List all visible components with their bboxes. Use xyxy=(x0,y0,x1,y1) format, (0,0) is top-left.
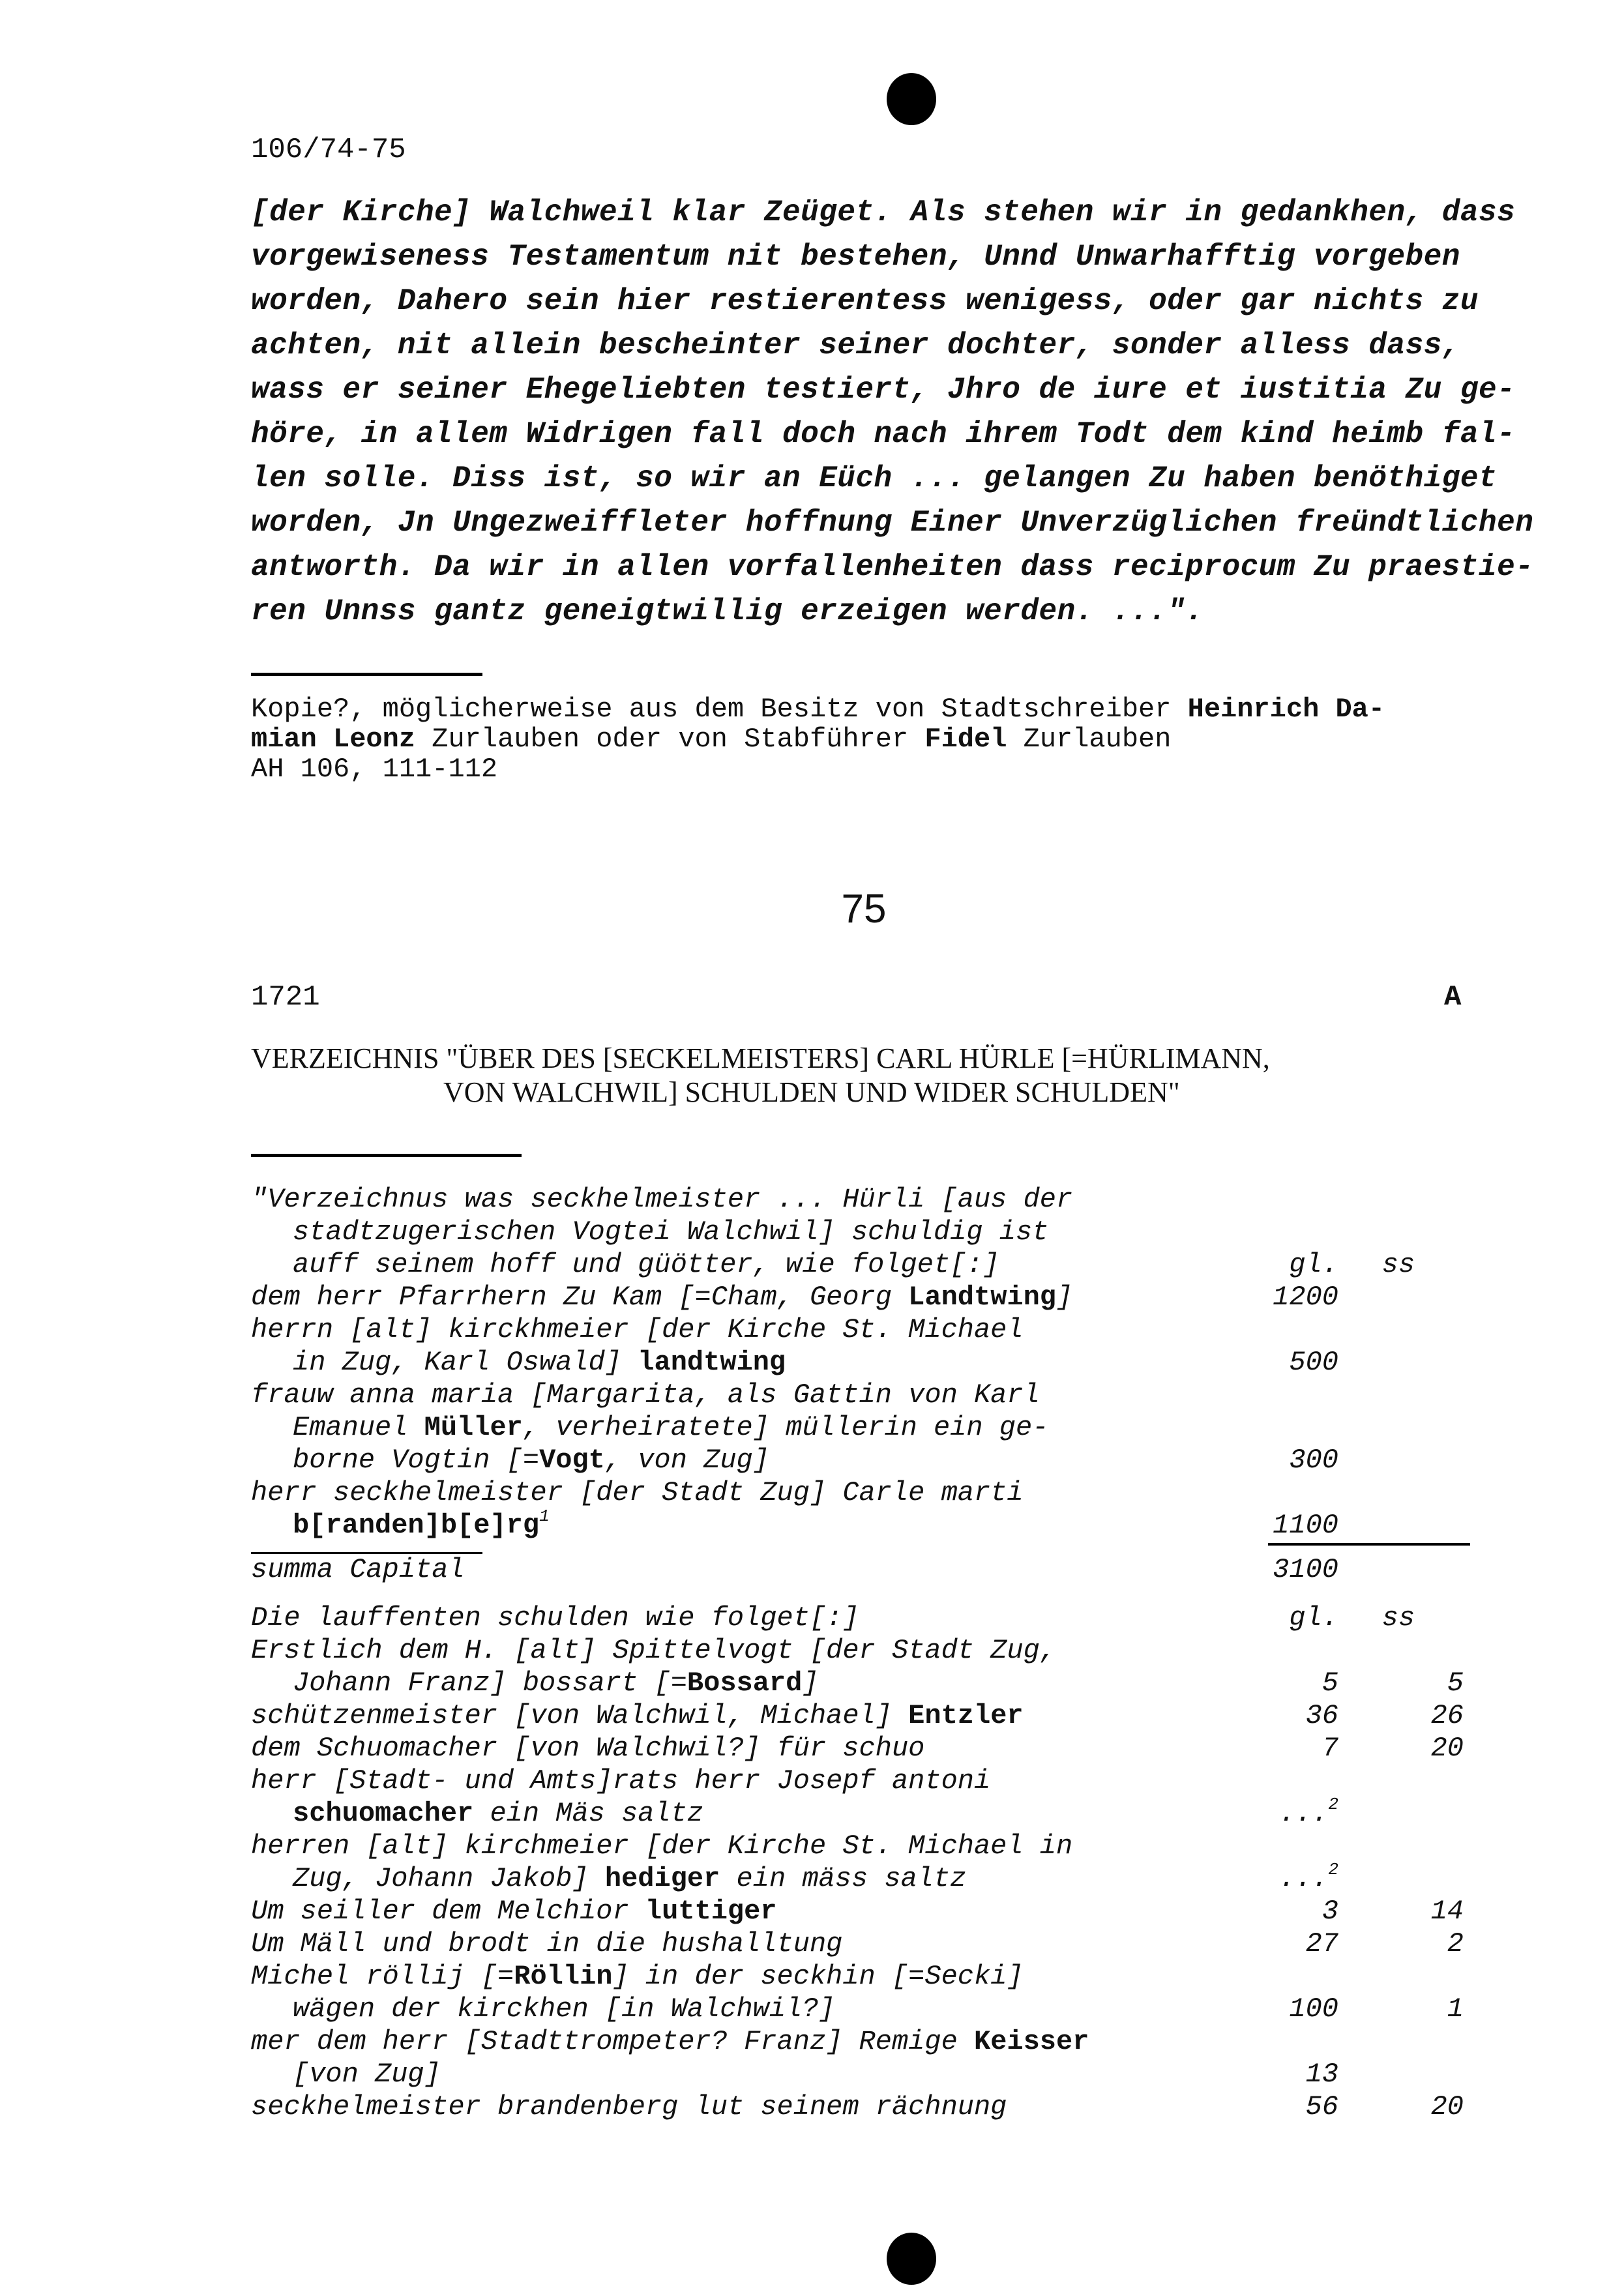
letter-line: wass er seiner Ehegeliebten testiert, Jhro de iure et iustitia Zu ge- xyxy=(251,373,1516,407)
ledger-total xyxy=(251,1553,1477,1586)
entry-text: ] in der seckhin [=Secki] xyxy=(612,1961,1024,1992)
entry-text: mer dem herr [Stadttrompeter? Franz] Remige xyxy=(251,2026,974,2057)
person-name: Keisser xyxy=(973,2026,1089,2057)
amount-ss: 26 xyxy=(1430,1700,1464,1731)
ledger-entry xyxy=(251,1960,1477,1993)
amount-gl: 36 xyxy=(1305,1700,1338,1731)
entry-text: Um seiller dem Melchior xyxy=(251,1896,645,1927)
amount-ss: 2 xyxy=(1447,1928,1464,1960)
document-code: A xyxy=(1444,981,1462,1014)
ledger-entry xyxy=(251,1281,1477,1314)
entry-description xyxy=(293,1346,786,1379)
ledger-entry xyxy=(251,1732,1477,1765)
entry-text: dem herr Pfarrhern Zu Kam [=Cham, Georg xyxy=(251,1282,909,1313)
entry-text: Zug, Johann Jakob] xyxy=(293,1863,605,1894)
entry-text: Die lauffenten schulden wie folget[:] xyxy=(251,1602,859,1634)
entry-description xyxy=(251,1765,990,1797)
amount-gl: 5 xyxy=(1321,1667,1338,1699)
ledger-entry xyxy=(251,1444,1477,1476)
ledger-intro-line xyxy=(251,1216,1477,1248)
entry-description xyxy=(293,1993,835,2025)
entry-text: summa Capital xyxy=(251,1554,465,1585)
entry-description xyxy=(293,1862,966,1895)
entry-text: ein Mäs saltz xyxy=(473,1798,704,1829)
entry-text: schützenmeister [von Walchwil, Michael] xyxy=(251,1700,909,1731)
entry-description xyxy=(251,1379,1040,1411)
punch-hole-top xyxy=(887,73,936,125)
entry-description xyxy=(251,1699,1024,1732)
entry-description xyxy=(251,2091,1007,2123)
person-name: Vogt xyxy=(539,1445,605,1476)
entry-description xyxy=(251,1895,777,1928)
divider xyxy=(251,673,482,676)
entry-text: , verheiratete] müllerin ein ge- xyxy=(522,1412,1049,1443)
ledger-entry xyxy=(251,1862,1477,1895)
title-line: VON WALCHWIL] SCHULDEN UND WIDER SCHULDEN" xyxy=(443,1076,1180,1108)
entry-text: herr seckhelmeister [der Stadt Zug] Carle marti xyxy=(251,1477,1024,1508)
footnote-marker: 2 xyxy=(1328,1795,1338,1814)
sum-rule xyxy=(1268,1543,1470,1546)
amount-ss: 14 xyxy=(1430,1896,1464,1927)
entry-text: herren [alt] kirchmeier [der Kirche St. Michael in xyxy=(251,1830,1073,1862)
ledger-entry xyxy=(251,1634,1477,1667)
amount-gl: 7 xyxy=(1321,1733,1338,1764)
person-name: Landtwing xyxy=(908,1282,1057,1313)
entry-text: Johann Franz] bossart [= xyxy=(293,1667,687,1699)
entry-text: wägen der kirckhen [in Walchwil?] xyxy=(293,1993,835,2025)
document-year: 1721 xyxy=(251,981,320,1014)
footnote-marker: 1 xyxy=(539,1506,550,1526)
amount-total-gl: 3100 xyxy=(1273,1554,1338,1585)
person-name: hediger xyxy=(604,1863,720,1894)
source-notes xyxy=(251,694,1490,784)
amount-ss: 20 xyxy=(1430,2091,1464,2122)
person-name: schuomacher xyxy=(293,1798,474,1829)
ledger-entry xyxy=(251,2058,1477,2091)
entry-description xyxy=(251,1830,1072,1862)
page-reference: 106/74-75 xyxy=(251,134,406,166)
entry-description xyxy=(293,1667,819,1699)
entry-description xyxy=(293,1444,769,1476)
entry-description xyxy=(251,1314,1024,1346)
column-header-ss: ss xyxy=(1381,1249,1415,1280)
source-line xyxy=(251,724,1490,754)
entry-text: Emanuel xyxy=(293,1412,424,1443)
entry-description xyxy=(251,1183,1072,1216)
ledger-entry xyxy=(251,1830,1477,1862)
ledger-entry xyxy=(251,1895,1477,1928)
amount-gl: 1100 xyxy=(1273,1510,1338,1541)
entry-text: stadtzugerischen Vogtei Walchwil] schuldig ist xyxy=(293,1216,1049,1248)
entry-description xyxy=(293,1506,550,1542)
entry-description xyxy=(293,1248,999,1281)
letter-line: worden, Dahero sein hier restierentess wenigess, oder gar nichts zu xyxy=(251,284,1479,318)
person-name: b[randen]b[e]rg xyxy=(293,1510,540,1541)
amount-gl: 500 xyxy=(1289,1347,1338,1378)
entry-text: "Verzeichnus was seckhelmeister ... Hürli [aus der xyxy=(251,1184,1073,1215)
source-name: Heinrich Da- xyxy=(1187,694,1385,725)
letter-line: antworth. Da wir in allen vorfallenheiten dass reciprocum Zu praestie- xyxy=(251,550,1534,584)
ledger-intro-line xyxy=(251,1602,1477,1634)
entry-text: ] xyxy=(1056,1282,1073,1313)
amount-gl: 100 xyxy=(1289,1993,1338,2025)
ledger-entry xyxy=(251,1699,1477,1732)
amount-gl: 1200 xyxy=(1273,1282,1338,1313)
amount-gl: ...$^2$ xyxy=(1278,1795,1338,1829)
entry-description xyxy=(251,1553,465,1586)
entry-description xyxy=(251,1476,1024,1509)
document-number: 75 xyxy=(841,887,887,932)
divider xyxy=(251,1154,522,1157)
source-name: mian Leonz xyxy=(251,724,416,755)
entry-text: herrn [alt] kirckhmeier [der Kirche St. Michael xyxy=(251,1314,1024,1345)
entry-description xyxy=(251,1928,842,1960)
ledger-entry xyxy=(251,1411,1477,1444)
letter-text xyxy=(251,190,1534,634)
entry-text: auff seinem hoff und güötter, wie folget[:] xyxy=(293,1249,999,1280)
ledger-entry xyxy=(251,1379,1477,1411)
entry-description xyxy=(251,1960,1024,1993)
entry-description xyxy=(293,1216,1048,1248)
source-text: Zurlauben oder von Stabführer xyxy=(415,724,925,755)
column-header-gl: gl. xyxy=(1289,1602,1338,1634)
entry-text: ein mäss saltz xyxy=(720,1863,967,1894)
ledger-entry xyxy=(251,2025,1477,2058)
entry-description xyxy=(293,1797,703,1830)
entry-text: dem Schuomacher [von Walchwil?] für schuo xyxy=(251,1733,925,1764)
person-name: luttiger xyxy=(645,1896,777,1927)
letter-line: ren Unnss gantz geneigtwillig erzeigen werden. ...". xyxy=(251,595,1204,628)
title-line: VERZEICHNIS "ÜBER DES [SECKELMEISTERS] CARL HÜRLE [=HÜRLIMANN, xyxy=(251,1042,1270,1074)
letter-line: len solle. Diss ist, so wir an Eüch ... gelangen Zu haben benöthiget xyxy=(251,462,1498,495)
entry-description xyxy=(293,1411,1048,1444)
archive-reference: AH 106, 111-112 xyxy=(251,754,498,785)
amount-gl: ...$^2$ xyxy=(1278,1860,1338,1894)
column-header-gl: gl. xyxy=(1289,1249,1338,1280)
ledger-intro-line xyxy=(251,1183,1477,1216)
letter-line: vorgewiseness Testamentum nit bestehen, Unnd Unwarhafftig vorgeben xyxy=(251,240,1460,274)
person-name: Müller xyxy=(424,1412,523,1443)
ledger-entry xyxy=(251,1506,1477,1542)
source-name: Fidel xyxy=(924,724,1007,755)
entry-description xyxy=(251,1634,1056,1667)
column-header-ss: ss xyxy=(1381,1602,1415,1634)
entry-text: borne Vogtin [= xyxy=(293,1445,540,1476)
letter-line: worden, Jn Ungezweiffleter hoffnung Einer Unverzüglichen freündtlichen xyxy=(251,506,1534,540)
entry-description xyxy=(251,1602,859,1634)
entry-text: frauw anna maria [Margarita, als Gattin von Karl xyxy=(251,1379,1040,1411)
punch-hole-bottom xyxy=(887,2233,936,2285)
source-line xyxy=(251,694,1490,724)
entry-text: Erstlich dem H. [alt] Spittelvogt [der Stadt Zug, xyxy=(251,1635,1057,1666)
ledger-entry xyxy=(251,1314,1477,1346)
ledger-entry xyxy=(251,2091,1477,2123)
entry-text: ] xyxy=(802,1667,819,1699)
source-text: Zurlauben xyxy=(1007,724,1172,755)
entry-description xyxy=(251,1281,1072,1314)
amount-gl: 300 xyxy=(1289,1445,1338,1476)
amount-ss: 20 xyxy=(1430,1733,1464,1764)
ledger-entry xyxy=(251,1667,1477,1699)
entry-text: [von Zug] xyxy=(293,2059,441,2090)
person-name: Entzler xyxy=(908,1700,1024,1731)
ledger-entry xyxy=(251,1993,1477,2025)
letter-line: [der Kirche] Walchweil klar Zeüget. Als stehen wir in gedankhen, dass xyxy=(251,196,1516,229)
entry-text: seckhelmeister brandenberg lut seinem rächnung xyxy=(251,2091,1007,2122)
person-name: landtwing xyxy=(638,1347,786,1378)
letter-line: achten, nit allein bescheinter seiner dochter, sonder alless dass, xyxy=(251,329,1460,362)
letter-line: höre, in allem Widrigen fall doch nach ihrem Todt dem kind heimb fal- xyxy=(251,417,1516,451)
ledger-entry xyxy=(251,1928,1477,1960)
entry-text: in Zug, Karl Oswald] xyxy=(293,1347,638,1378)
entry-description xyxy=(251,2025,1089,2058)
footnote-marker: 2 xyxy=(1328,1860,1338,1879)
source-text: Kopie?, möglicherweise aus dem Besitz von Stadtschreiber xyxy=(251,694,1188,725)
amount-gl: 3 xyxy=(1321,1896,1338,1927)
ledger-intro-line xyxy=(251,1248,1477,1281)
document-title xyxy=(251,1042,1490,1109)
person-name: Bossard xyxy=(687,1667,803,1699)
person-name: Röllin xyxy=(514,1961,613,1992)
entry-description xyxy=(293,2058,441,2091)
entry-text: Um Mäll und brodt in die hushalltung xyxy=(251,1928,843,1960)
entry-text: , von Zug] xyxy=(604,1445,769,1476)
entry-description xyxy=(251,1732,924,1765)
ledger-entry xyxy=(251,1346,1477,1379)
ledger-entry xyxy=(251,1797,1477,1830)
ledger-entry xyxy=(251,1765,1477,1797)
amount-gl: 13 xyxy=(1305,2059,1338,2090)
amount-ss: 5 xyxy=(1447,1667,1464,1699)
ledger-entry xyxy=(251,1476,1477,1509)
entry-text: Michel röllij [= xyxy=(251,1961,514,1992)
amount-gl: 56 xyxy=(1305,2091,1338,2122)
amount-ss: 1 xyxy=(1447,1993,1464,2025)
entry-text: herr [Stadt- und Amts]rats herr Josepf antoni xyxy=(251,1765,991,1797)
amount-gl: 27 xyxy=(1305,1928,1338,1960)
